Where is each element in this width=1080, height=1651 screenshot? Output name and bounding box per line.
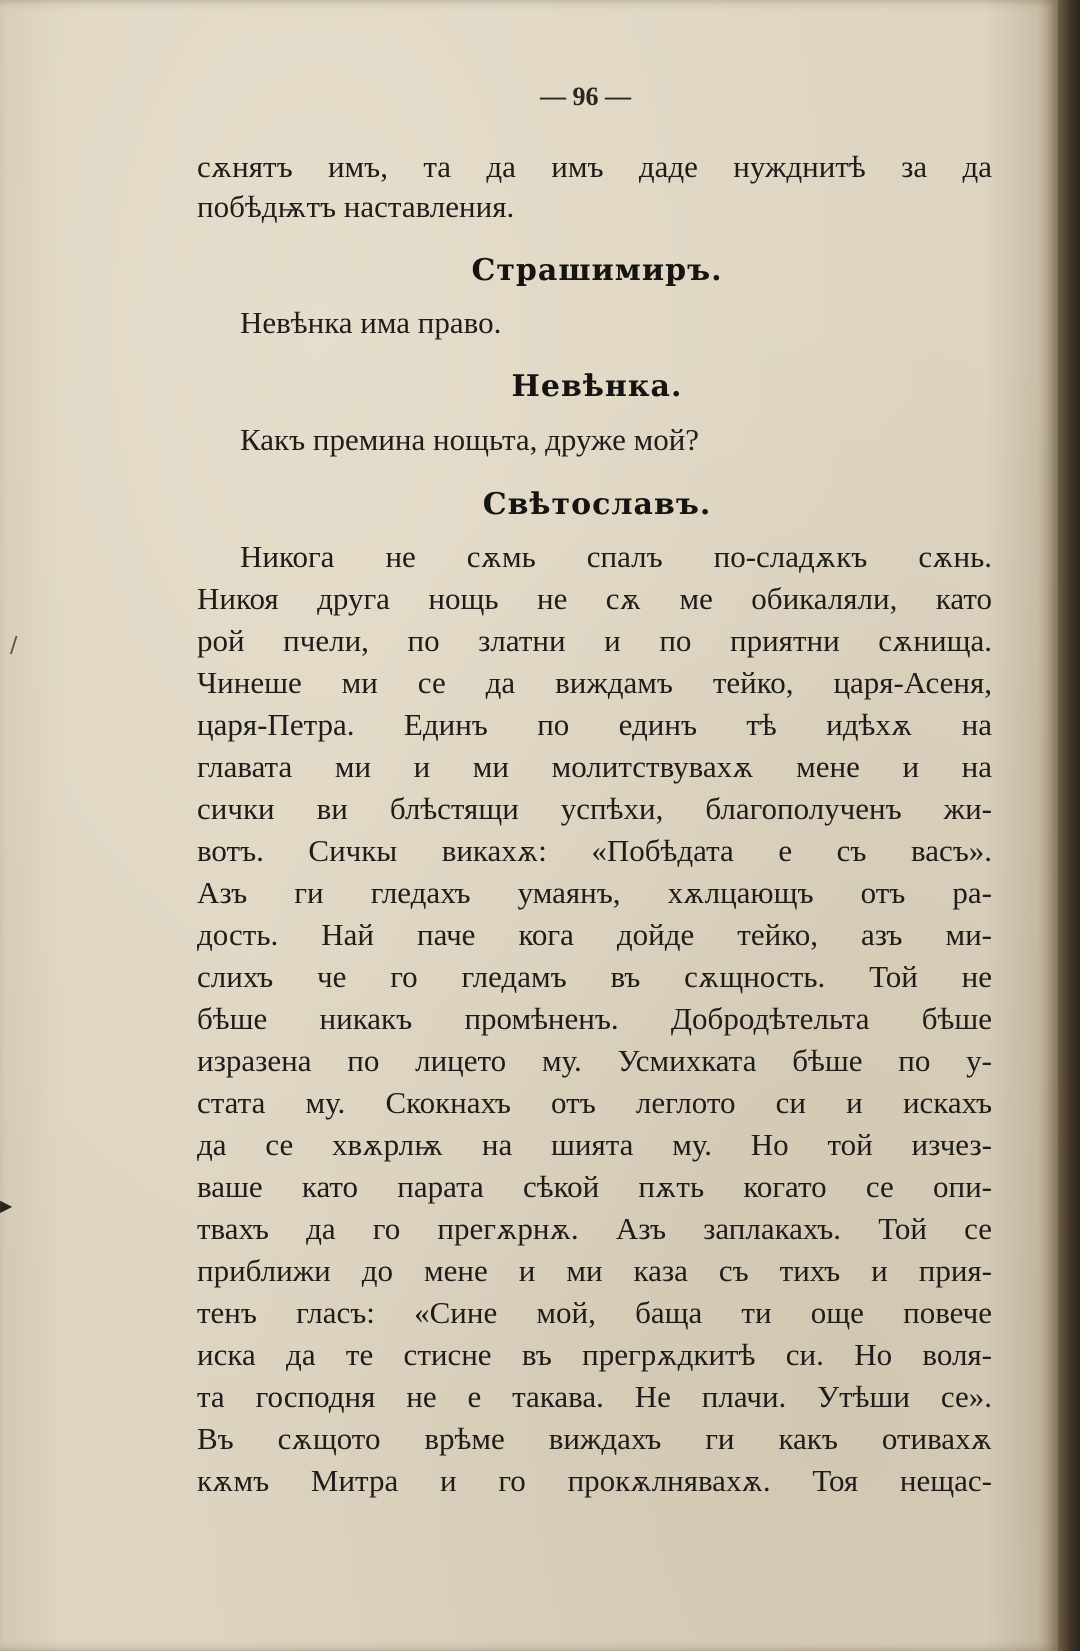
- text-line: побѣдѭтъ наставления.: [197, 189, 515, 224]
- dialogue-line: Невѣнка има право.: [240, 305, 502, 340]
- paragraph-line: Никога не сѫмь спалъ по-сладѫкъ сѫнь.: [240, 539, 992, 574]
- paragraph-line: вотъ. Сичкы викахѫ: «Побѣдата е съ васъ».: [197, 833, 992, 868]
- book-binding-edge: [1058, 0, 1080, 1651]
- paragraph-line: Въ сѫщото врѣме виждахъ ги какъ отивахѫ: [197, 1421, 992, 1456]
- page-number: — 96 —: [540, 82, 631, 111]
- paragraph-line: да се хвѫрлѭ на шията му. Но той изчез-: [197, 1127, 992, 1162]
- paragraph-line: Никоя друга нощь не сѫ ме обикаляли, като: [197, 581, 992, 616]
- page-edge-arrow-icon: ▶: [0, 1196, 13, 1215]
- paragraph-line: кѫмъ Митра и го прокѫлнявахѫ. Тоя нещас-: [197, 1463, 992, 1498]
- paragraph-line: царя-Петра. Единъ по единъ тѣ идѣхѫ на: [197, 707, 992, 742]
- paragraph-line: Чинеше ми се да виждамъ тейко, царя-Асеня,: [197, 665, 992, 700]
- dialogue-line: Какъ премина нощьта, друже мой?: [240, 422, 700, 457]
- paragraph-line: дость. Най паче кога дойде тейко, азъ ми-: [197, 917, 992, 952]
- paragraph-line: тенъ гласъ: «Сине мой, баща ти още повече: [197, 1295, 992, 1330]
- paragraph-line: сички ви блѣстящи успѣхи, благополученъ жи-: [197, 791, 992, 826]
- margin-pencil-mark: ∕: [10, 633, 18, 658]
- paragraph-line: рой пчели, по златни и по приятни сѫнища.: [197, 623, 992, 658]
- paragraph-line: слихъ че го гледамъ въ сѫщность. Той не: [197, 959, 992, 994]
- paragraph-line: изразена по лицето му. Усмихката бѣше по у-: [197, 1043, 992, 1078]
- paragraph-line: бѣше никакъ промѣненъ. Добродѣтельта бѣше: [197, 1001, 992, 1036]
- paragraph-line: твахъ да го прегѫрнѫ. Азъ заплакахъ. Той се: [197, 1211, 992, 1246]
- paragraph-line: ваше като парата сѣкой пѫть когато се опи-: [197, 1169, 992, 1204]
- paragraph-line: Азъ ги гледахъ умаянъ, хѫлцающъ отъ ра-: [197, 875, 992, 910]
- paragraph-line: главата ми и ми молитствувахѫ мене и на: [197, 749, 992, 784]
- paragraph-line: та господня не е такава. Не плачи. Утѣши се».: [197, 1379, 992, 1414]
- speaker-name: Свѣтославъ.: [482, 487, 712, 522]
- text-line: сѫнятъ имъ, та да имъ даде нужднитѣ за да: [197, 149, 992, 184]
- paragraph-line: иска да те стисне въ прегрѫдкитѣ си. Но воля-: [197, 1337, 992, 1372]
- paragraph-line: стата му. Скокнахъ отъ леглото си и искахъ: [197, 1085, 992, 1120]
- speaker-name: Невѣнка.: [511, 369, 683, 404]
- paragraph-line: приближи до мене и ми каза съ тихъ и прия-: [197, 1253, 992, 1288]
- speaker-name: Страшимиръ.: [471, 253, 723, 288]
